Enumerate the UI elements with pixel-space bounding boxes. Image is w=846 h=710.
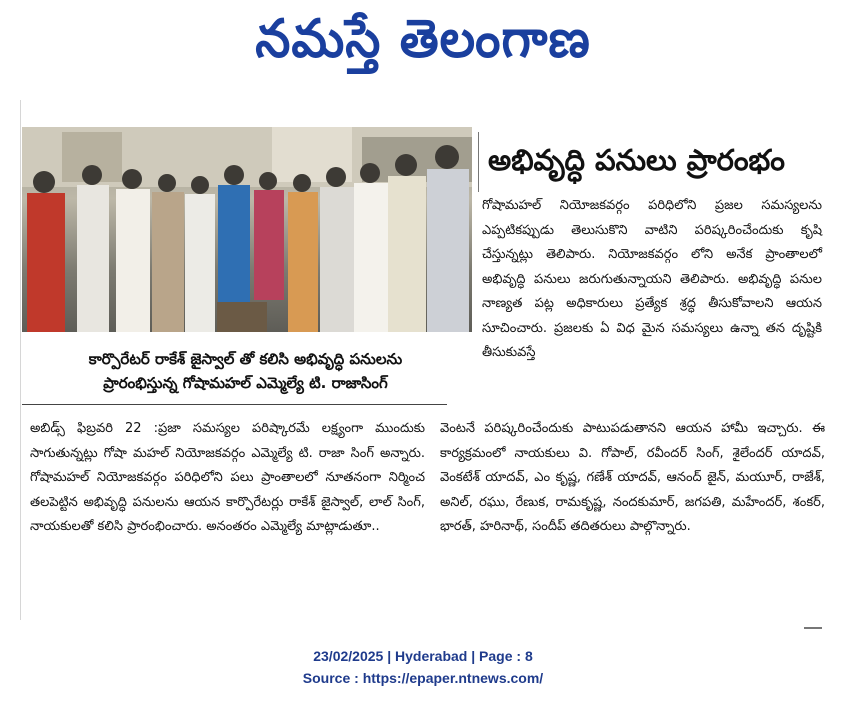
news-photo-illustration xyxy=(22,127,472,332)
article-text-right: గోషామహల్ నియోజకవర్గం పరిధిలోని ప్రజల సమస్యలను ఎప్పటికప్పుడు తెలుసుకొని వాటిని పరిష్కరించేందుకు కృషి చేస్తున్నట్లు తెలిపారు. నియోజకవర్గం లోని అనేక ప్రాంతాలలో అభివృద్ధి పనులు జరుగుతున్నాయని తెలిపారు. అభివృద్ధి పనుల నాణ్యత పట్ల అధికారులు ప్రత్యేక శ్రద్ధ తీసుకోవాలని ఆయన సూచించారు. ప్రజలకు ఏ విధ మైన సమస్యలు ఉన్నా తన దృష్టికి తీసుకువస్తే xyxy=(482,198,822,360)
footer-date-line: 23/02/2025 | Hyderabad | Page : 8 xyxy=(313,648,533,664)
article-text-left: అబిడ్స్ ఫిబ్రవరి 22 :ప్రజా సమస్యల పరిష్కారమే లక్ష్యంగా ముందుకు సాగుతున్నట్లు గోషా మహల్ నియోజకవర్గం ఎమ్మెల్యే టి. రాజా సింగ్ అన్నారు. గోషామహల్ నియోజకవర్గం పరిధిలోని పలు ప్రాంతాలలో నూతనంగా నిర్మించ తలపెట్టిన అభివృద్ధి పనులను ఆయన కార్పొరేటర్లు రాకేశ్ జైస్వాల్, లాల్ సింగ్, నాయకులతో కలిసి ప్రారంభించారు. అనంతరం ఎమ్మెల్యే మాట్లాడుతూ.. xyxy=(30,421,425,534)
photo-caption xyxy=(48,340,443,402)
headline-divider xyxy=(478,132,479,192)
article-column-bottom-right xyxy=(440,417,825,540)
masthead xyxy=(0,0,846,90)
article-headline: అభివృద్ధి పనులు ప్రారంభం xyxy=(488,143,785,177)
caption-line-1: కార్పొరేటర్ రాకేశ్ జైస్వాల్ తో కలిసి అభివృద్ధి పనులను xyxy=(88,350,403,368)
article-text-bottom-right: వెంటనే పరిష్కరించేందుకు పాటుపడుతానని ఆయన హామీ ఇచ్చారు. ఈ కార్యక్రమంలో నాయకులు వి. గోపాల్, రవీందర్ సింగ్, శైలేందర్ యాదవ్, వెంకటేశ్ యాదవ్, ఎం కృష్ణ, గణేశ్ యాదవ్, ఆనంద్ జైన్, మయూర్, రాజేశ్, అనిల్, రఘు, రేణుక, రామకృష్ణ, నందకుమార్, జగపతి, మహేందర్, శంకర్, భారత్, హరినాథ్, సందీప్ తదితరులు పాల్గొన్నారు. xyxy=(440,421,825,534)
newspaper-logo: నమస్తే తెలంగాణ xyxy=(255,7,591,69)
end-mark xyxy=(804,627,822,629)
page-footer xyxy=(0,645,846,689)
article-column-left xyxy=(30,417,425,540)
news-photo xyxy=(22,127,472,332)
article-column-right xyxy=(482,194,822,366)
caption-divider xyxy=(22,404,447,405)
caption-line-2: ప్రారంభిస్తున్న గోషామహల్ ఎమ్మెల్యే టి. రాజాసింగ్ xyxy=(103,374,388,392)
footer-source-link[interactable]: Source : https://epaper.ntnews.com/ xyxy=(302,670,544,686)
